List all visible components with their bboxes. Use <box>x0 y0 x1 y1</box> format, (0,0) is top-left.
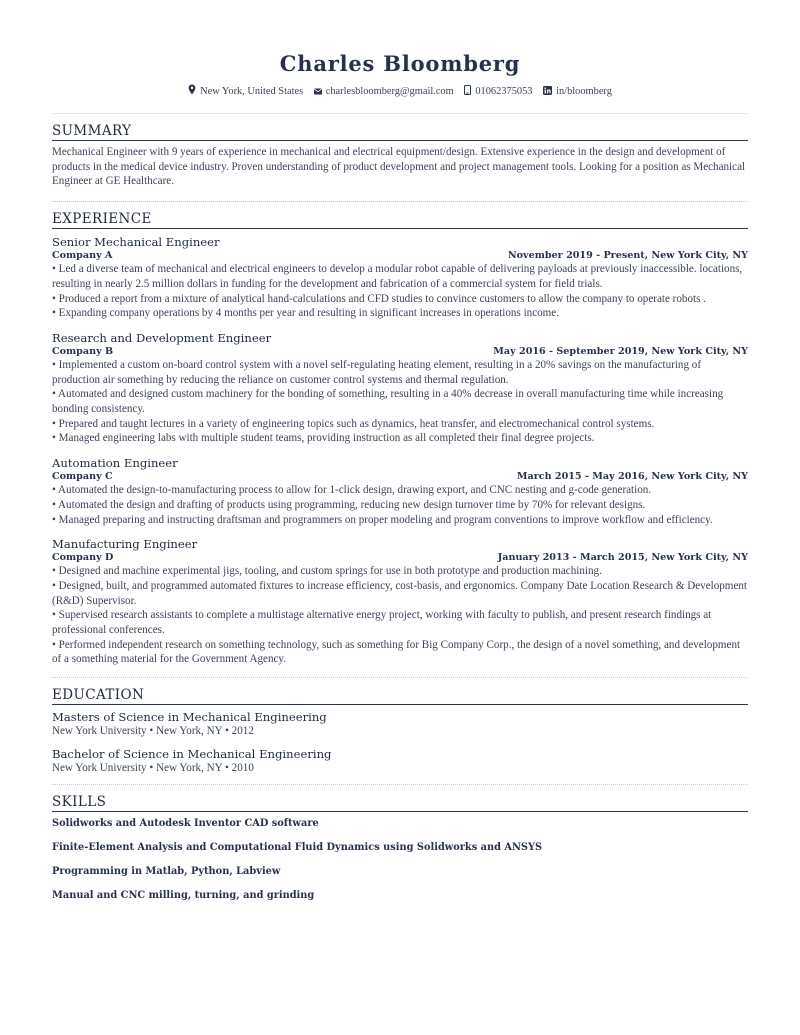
skills-heading: SKILLS <box>52 785 748 812</box>
summary-section <box>52 113 748 189</box>
job-dates: May 2016 - September 2019, New York City, NY <box>493 345 748 357</box>
job-meta <box>52 551 748 564</box>
contact-email[interactable] <box>314 86 454 97</box>
separator: • <box>225 725 232 738</box>
bullet-item: • Automated the design and drafting of products using programming, reducing new design turnover time by 70% for relevant designs. <box>52 498 748 513</box>
job-title: Automation Engineer <box>52 456 178 471</box>
contact-location <box>188 84 303 97</box>
summary-heading: SUMMARY <box>52 114 748 141</box>
job-bullets <box>52 358 748 446</box>
resume-page <box>52 44 748 914</box>
bullet-item: • Designed, built, and programmed automated fixtures to increase efficiency, cost-basis, and ergonomics. Company Date Location Research & Development (R&D) Supervisor. <box>52 579 748 608</box>
education-school: New York University <box>52 762 147 775</box>
separator: • <box>149 762 157 775</box>
education-location: New York, NY <box>156 725 223 738</box>
job-title: Manufacturing Engineer <box>52 537 198 552</box>
contact-bar <box>52 84 748 97</box>
separator: • <box>225 762 232 775</box>
bullet-item: • Managed preparing and instructing draftsman and programmers on proper modeling and program conventions to improve workflow and efficiency. <box>52 513 748 528</box>
skill-item: Programming in Matlab, Python, Labview <box>52 866 281 878</box>
bullet-item: • Led a diverse team of mechanical and electrical engineers to develop a modular robot capable of delivering payloads at previously inaccessible. locations, resulting in nearly 2.5 million dollars in funding for the development and fabrication of a commercial system for field trials. <box>52 262 748 291</box>
job-entry <box>52 456 748 527</box>
job-meta <box>52 345 748 358</box>
job-bullets <box>52 262 748 321</box>
job-bullets <box>52 483 748 527</box>
job-title: Senior Mechanical Engineer <box>52 235 220 250</box>
bullet-item: • Automated and designed custom machinery for the bonding of something, resulting in a 40% decrease in overall manufacturing time while increasing bonding consistency. <box>52 387 748 416</box>
summary-text: Mechanical Engineer with 9 years of experience in mechanical and electrical equipment/design. Extensive experience in the design and development of products in the medical device industry. Proven understanding of product development and project management tools. Looking for a position as Mechanical Engineer at GE Healthcare. <box>52 146 746 188</box>
bullet-item: • Expanding company operations by 4 months per year and resulting in significant increases in operations income. <box>52 306 748 321</box>
linkedin-icon <box>543 86 552 95</box>
experience-section <box>52 201 748 667</box>
education-school: New York University <box>52 725 147 738</box>
linkedin-text[interactable]: in/bloomberg <box>556 86 612 97</box>
skills-list <box>52 818 748 902</box>
job-company: Company D <box>52 552 114 564</box>
job-dates: November 2019 - Present, New York City, NY <box>507 250 748 262</box>
education-degree: Bachelor of Science in Mechanical Engineering <box>52 747 332 762</box>
experience-heading: EXPERIENCE <box>52 202 748 229</box>
bullet-item: • Designed and machine experimental jigs, tooling, and custom springs for use in both prototype and production machining. <box>52 564 748 579</box>
education-entry <box>52 747 748 775</box>
bullet-item: • Automated the design-to-manufacturing process to allow for 1-click design, drawing export, and CNC nesting and g-code generation. <box>52 483 748 498</box>
job-company: Company C <box>52 471 113 483</box>
education-section <box>52 677 748 775</box>
education-degree: Masters of Science in Mechanical Engineering <box>52 710 327 725</box>
location-text: New York, United States <box>200 86 304 97</box>
job-company: Company A <box>52 250 113 262</box>
bullet-item: • Produced a report from a mixture of analytical hand-calculations and CFD studies to convince customers to allow the company to operate robots . <box>52 292 748 307</box>
job-title: Research and Development Engineer <box>52 330 272 345</box>
education-location: New York, NY <box>156 762 223 775</box>
envelope-icon <box>314 88 322 95</box>
job-entry <box>52 537 748 667</box>
job-meta <box>52 249 748 262</box>
education-details <box>52 724 748 738</box>
email-text[interactable]: charlesbloomberg@gmail.com <box>325 86 454 97</box>
job-dates: January 2013 - March 2015, New York City, NY <box>497 552 748 564</box>
skill-item: Finite-Element Analysis and Computational Fluid Dynamics using Solidworks and ANSYS <box>52 842 543 854</box>
education-year: 2010 <box>231 762 254 775</box>
job-meta <box>52 470 748 483</box>
bullet-item: • Prepared and taught lectures in a variety of engineering topics such as dynamics, heat transfer, and electromechanical control systems. <box>52 417 748 432</box>
contact-linkedin[interactable] <box>543 86 612 97</box>
skill-item: Manual and CNC milling, turning, and grinding <box>52 890 315 902</box>
job-entry <box>52 331 748 446</box>
skill-item: Solidworks and Autodesk Inventor CAD software <box>52 818 319 830</box>
phone-icon <box>464 85 471 95</box>
education-year: 2012 <box>231 725 254 738</box>
bullet-item: • Managed engineering labs with multiple student teams, providing instruction as all completed their final degree projects. <box>52 431 748 446</box>
job-dates: March 2015 - May 2016, New York City, NY <box>516 471 748 483</box>
education-entry <box>52 710 748 738</box>
map-pin-icon <box>188 84 196 95</box>
bullet-item: • Implemented a custom on-board control system with a novel self-regulating heating element, resulting in a 20% savings on the manufacturing of production air something by reducing the reliance on customer control systems and thermal regulation. <box>52 358 748 387</box>
bullet-item: • Supervised research assistants to complete a multistage alternative energy project, working with faculty to publish, and present research findings at professional conferences. <box>52 608 748 637</box>
skills-section <box>52 784 748 902</box>
job-company: Company B <box>52 345 114 357</box>
education-details <box>52 761 748 775</box>
job-bullets <box>52 564 748 667</box>
separator: • <box>149 725 157 738</box>
contact-phone[interactable] <box>464 85 532 97</box>
phone-text[interactable]: 01062375053 <box>475 86 533 97</box>
bullet-item: • Performed independent research on something technology, such as something for Big Company Corp., the design of a novel something, and development of a something material for the Government Agency. <box>52 638 748 667</box>
candidate-name: Charles Bloomberg <box>279 51 521 76</box>
job-entry <box>52 235 748 321</box>
education-heading: EDUCATION <box>52 678 748 705</box>
